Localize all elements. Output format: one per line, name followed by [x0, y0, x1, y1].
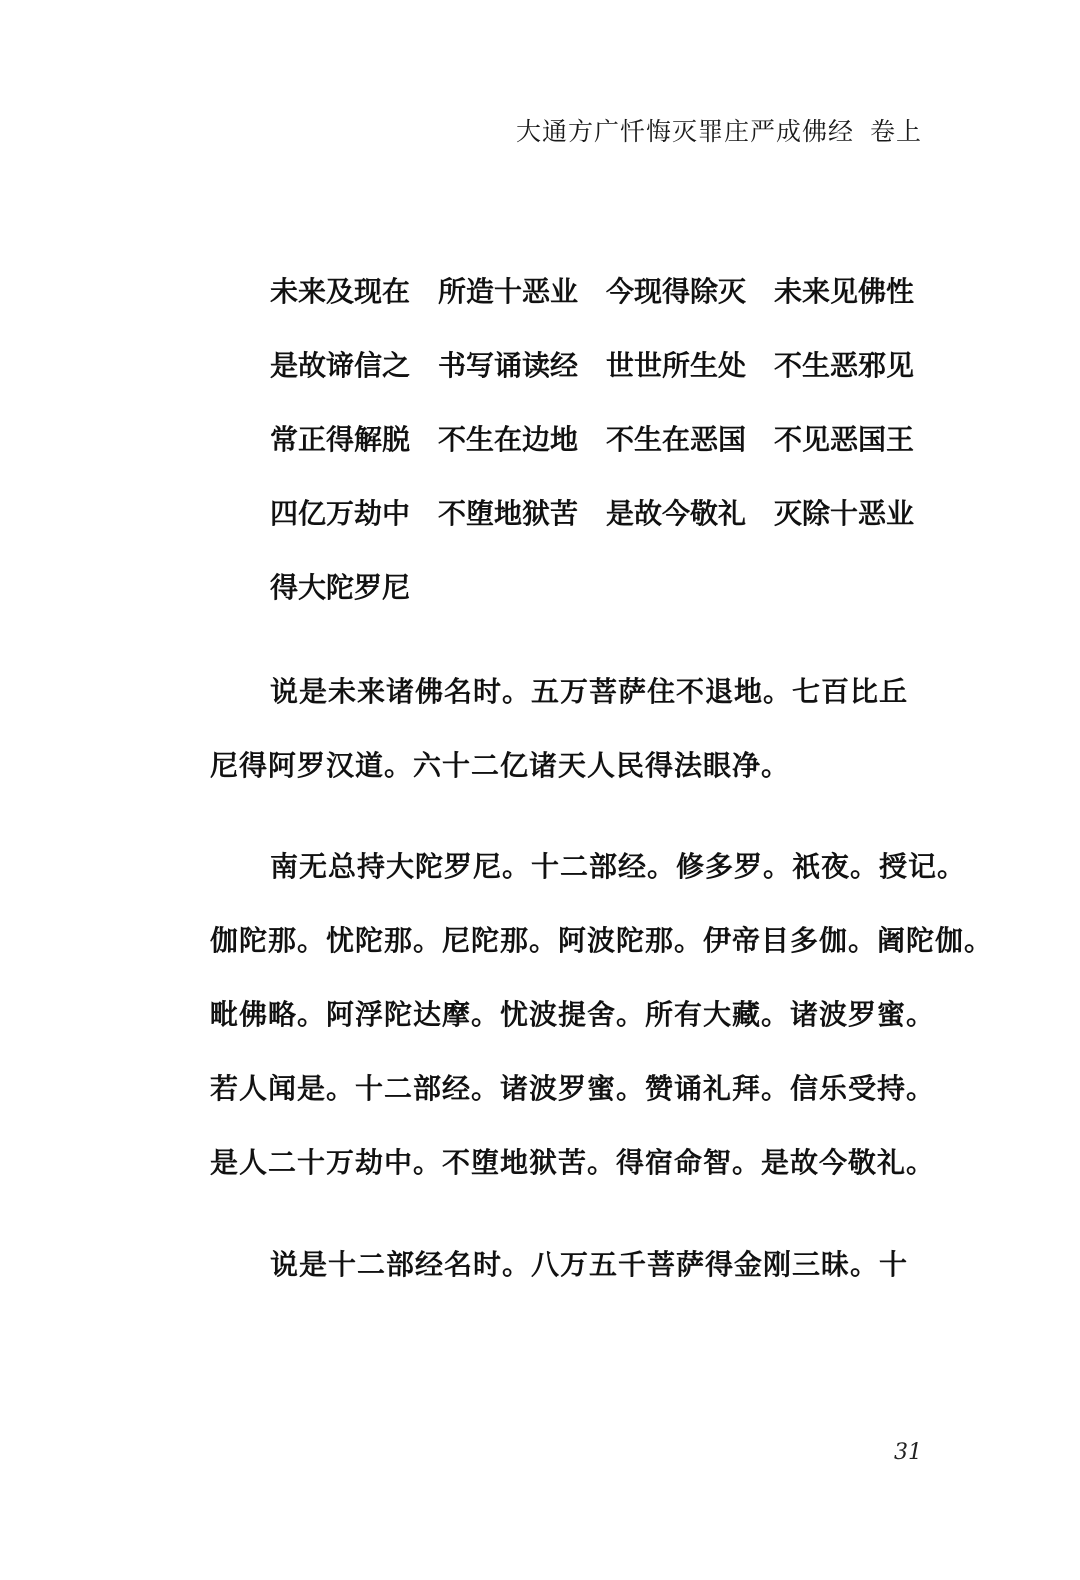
verse-line	[270, 566, 970, 640]
verse-phrase: 书写诵读经	[438, 349, 579, 382]
paragraph-line: 说是未来诸佛名时。五万菩萨住不退地。七百比丘	[270, 675, 909, 708]
running-header	[516, 112, 922, 148]
paragraph	[210, 1228, 930, 1302]
verse-phrase: 世世所生处	[606, 349, 747, 382]
verse-line	[270, 344, 970, 418]
paragraph-line: 说是十二部经名时。八万五千菩萨得金刚三昧。十	[270, 1248, 909, 1281]
verse-phrase: 是故今敬礼	[606, 497, 747, 530]
verse-phrase: 不生在边地	[438, 423, 579, 456]
page-number: 31	[894, 1440, 922, 1465]
verse-phrase: 不见恶国王	[774, 423, 915, 456]
verse-phrase: 所造十恶业	[438, 275, 579, 308]
verse-line	[270, 418, 970, 492]
paragraph-line: 若人闻是。十二部经。诸波罗蜜。赞诵礼拜。信乐受持。	[210, 1072, 936, 1105]
verse-line	[270, 270, 970, 344]
verse-phrase: 灭除十恶业	[774, 497, 915, 530]
verse-phrase: 四亿万劫中	[270, 497, 411, 530]
paragraph	[210, 655, 930, 803]
verse-phrase: 未来及现在	[270, 275, 411, 308]
paragraph-line: 是人二十万劫中。不堕地狱苦。得宿命智。是故今敬礼。	[210, 1146, 936, 1179]
verse-phrase: 是故谛信之	[270, 349, 411, 382]
header-title: 大通方广忏悔灭罪庄严成佛经	[515, 117, 854, 146]
verse-line	[270, 492, 970, 566]
verse-phrase: 常正得解脱	[270, 423, 411, 456]
verse-block	[270, 270, 970, 640]
paragraph-line: 尼得阿罗汉道。六十二亿诸天人民得法眼净。	[210, 749, 791, 782]
verse-phrase: 不堕地狱苦	[438, 497, 579, 530]
paragraph-line: 伽陀那。忧陀那。尼陀那。阿波陀那。伊帝目多伽。阇陀伽。	[210, 924, 994, 957]
verse-phrase: 不生在恶国	[606, 423, 747, 456]
verse-phrase: 不生恶邪见	[774, 349, 915, 382]
header-volume: 卷上	[869, 117, 922, 146]
verse-phrase: 今现得除灭	[606, 275, 747, 308]
paragraph	[210, 830, 994, 1200]
verse-phrase: 未来见佛性	[774, 275, 915, 308]
verse-phrase: 得大陀罗尼	[270, 571, 411, 604]
paragraph-line: 南无总持大陀罗尼。十二部经。修多罗。祇夜。授记。	[270, 850, 967, 883]
paragraph-line: 毗佛略。阿浮陀达摩。忧波提舍。所有大藏。诸波罗蜜。	[210, 998, 936, 1031]
